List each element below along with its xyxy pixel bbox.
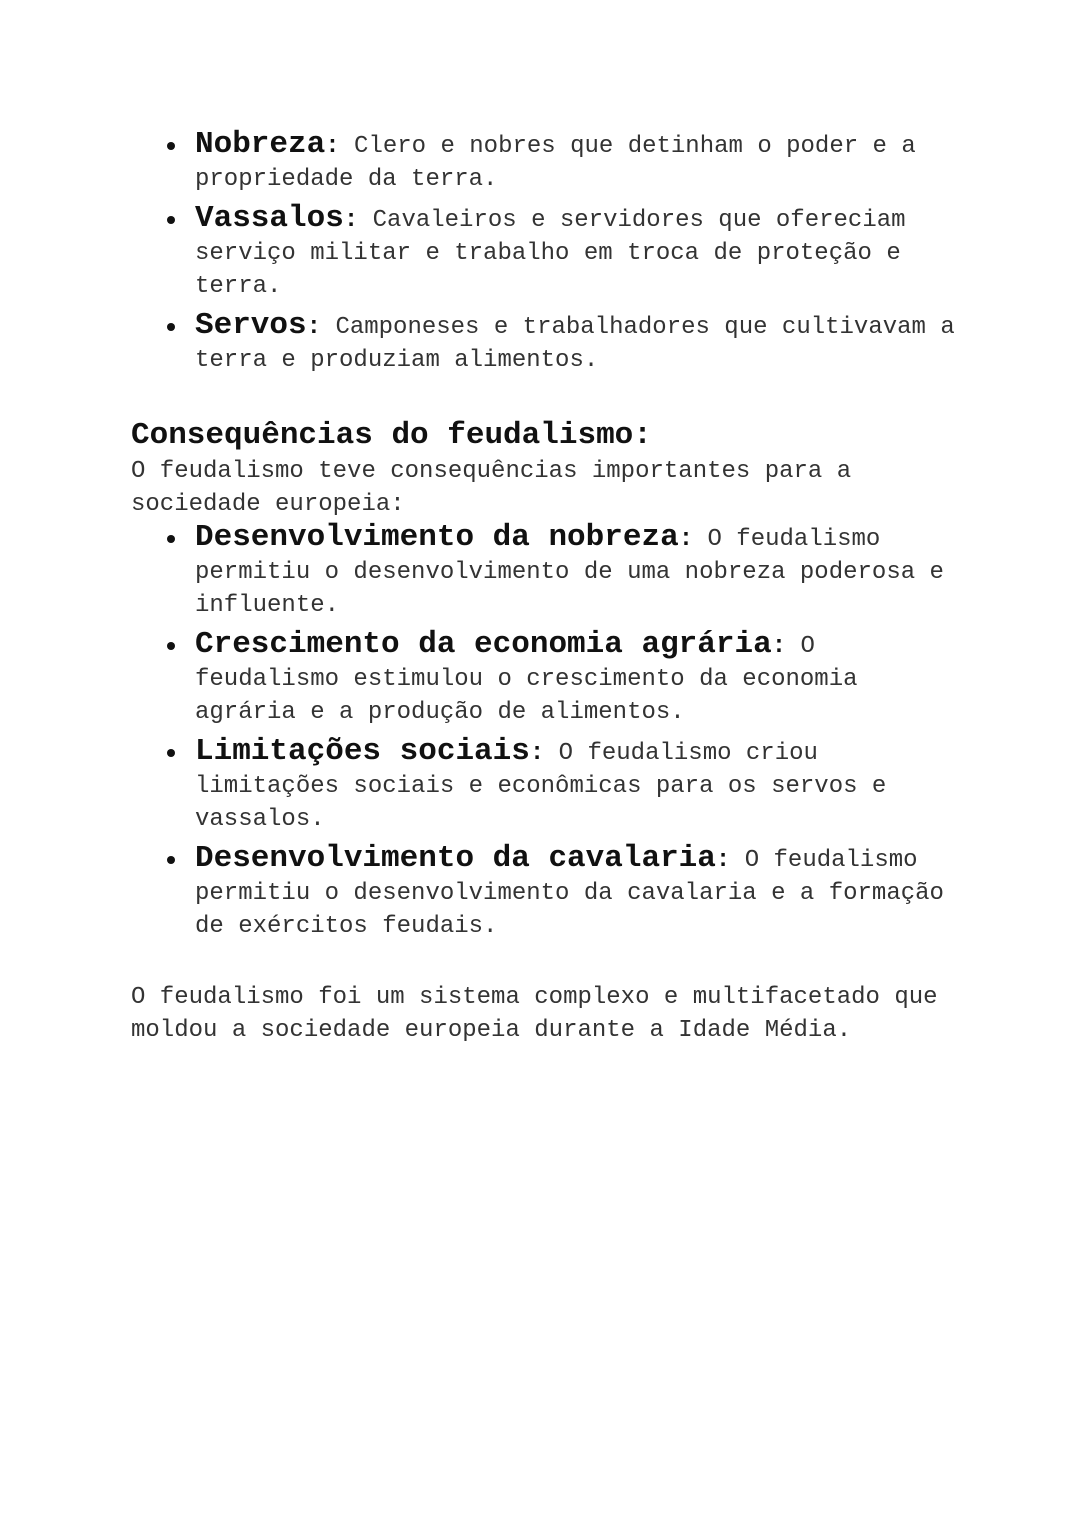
- list-item-term: Servos: [195, 308, 307, 343]
- list-item-term: Nobreza: [195, 127, 326, 162]
- list-item-text: O feudalismo criou limitações sociais e econômicas para os servos e vassalos.: [195, 740, 887, 833]
- list-item-term: Vassalos: [195, 201, 344, 236]
- list-item: [131, 521, 971, 622]
- list-item: [131, 628, 971, 729]
- list-item-term: Desenvolvimento da cavalaria: [195, 841, 716, 876]
- list-item-term: Crescimento da economia agrária: [195, 627, 772, 662]
- list-item-colon: :: [529, 740, 545, 767]
- list-item: [131, 735, 971, 836]
- list-item-term: Desenvolvimento da nobreza: [195, 520, 679, 555]
- list-item: [131, 842, 971, 943]
- bullet-icon: [167, 323, 175, 331]
- section-heading: [131, 417, 971, 455]
- list-item-text: O feudalismo permitiu o desenvolvimento de uma nobreza poderosa e influente.: [195, 526, 944, 619]
- section-heading-colon: :: [633, 418, 652, 453]
- list-item: [131, 309, 971, 377]
- list-item-text: Clero e nobres que detinham o poder e a propriedade da terra.: [195, 133, 916, 193]
- list-item-colon: :: [343, 207, 359, 234]
- closing-paragraph: O feudalismo foi um sistema complexo e multifacetado que moldou a sociedade europeia durante a Idade Média.: [131, 984, 938, 1044]
- bullet-icon: [167, 142, 175, 150]
- list-item-colon: :: [678, 526, 694, 553]
- list-item: [131, 128, 971, 196]
- bullet-icon: [167, 856, 175, 864]
- section-heading-text: Consequências do feudalismo: [131, 418, 634, 453]
- list-item-text: Camponeses e trabalhadores que cultivavam a terra e produziam alimentos.: [195, 314, 955, 374]
- bullet-icon: [167, 216, 175, 224]
- document-page: [131, 128, 971, 1047]
- list-item-text: O feudalismo permitiu o desenvolvimento da cavalaria e a formação de exércitos feudais.: [195, 847, 944, 940]
- list-item-colon: :: [771, 633, 787, 660]
- list-item-colon: :: [306, 314, 322, 341]
- bullet-icon: [167, 535, 175, 543]
- bullet-icon: [167, 749, 175, 757]
- list-item-colon: :: [715, 847, 731, 874]
- list-item-text: Cavaleiros e servidores que ofereciam serviço militar e trabalho em troca de proteção e terra.: [195, 207, 906, 300]
- list-item-colon: :: [325, 133, 340, 160]
- section-intro: O feudalismo teve consequências importantes para a sociedade europeia:: [131, 458, 852, 518]
- list-item-term: Limitações sociais: [195, 734, 530, 769]
- list-item-text: O feudalismo estimulou o crescimento da economia agrária e a produção de alimentos.: [195, 633, 858, 726]
- list-item: [131, 202, 971, 303]
- social-classes-list: [131, 128, 971, 377]
- bullet-icon: [167, 642, 175, 650]
- consequences-list: [131, 521, 971, 943]
